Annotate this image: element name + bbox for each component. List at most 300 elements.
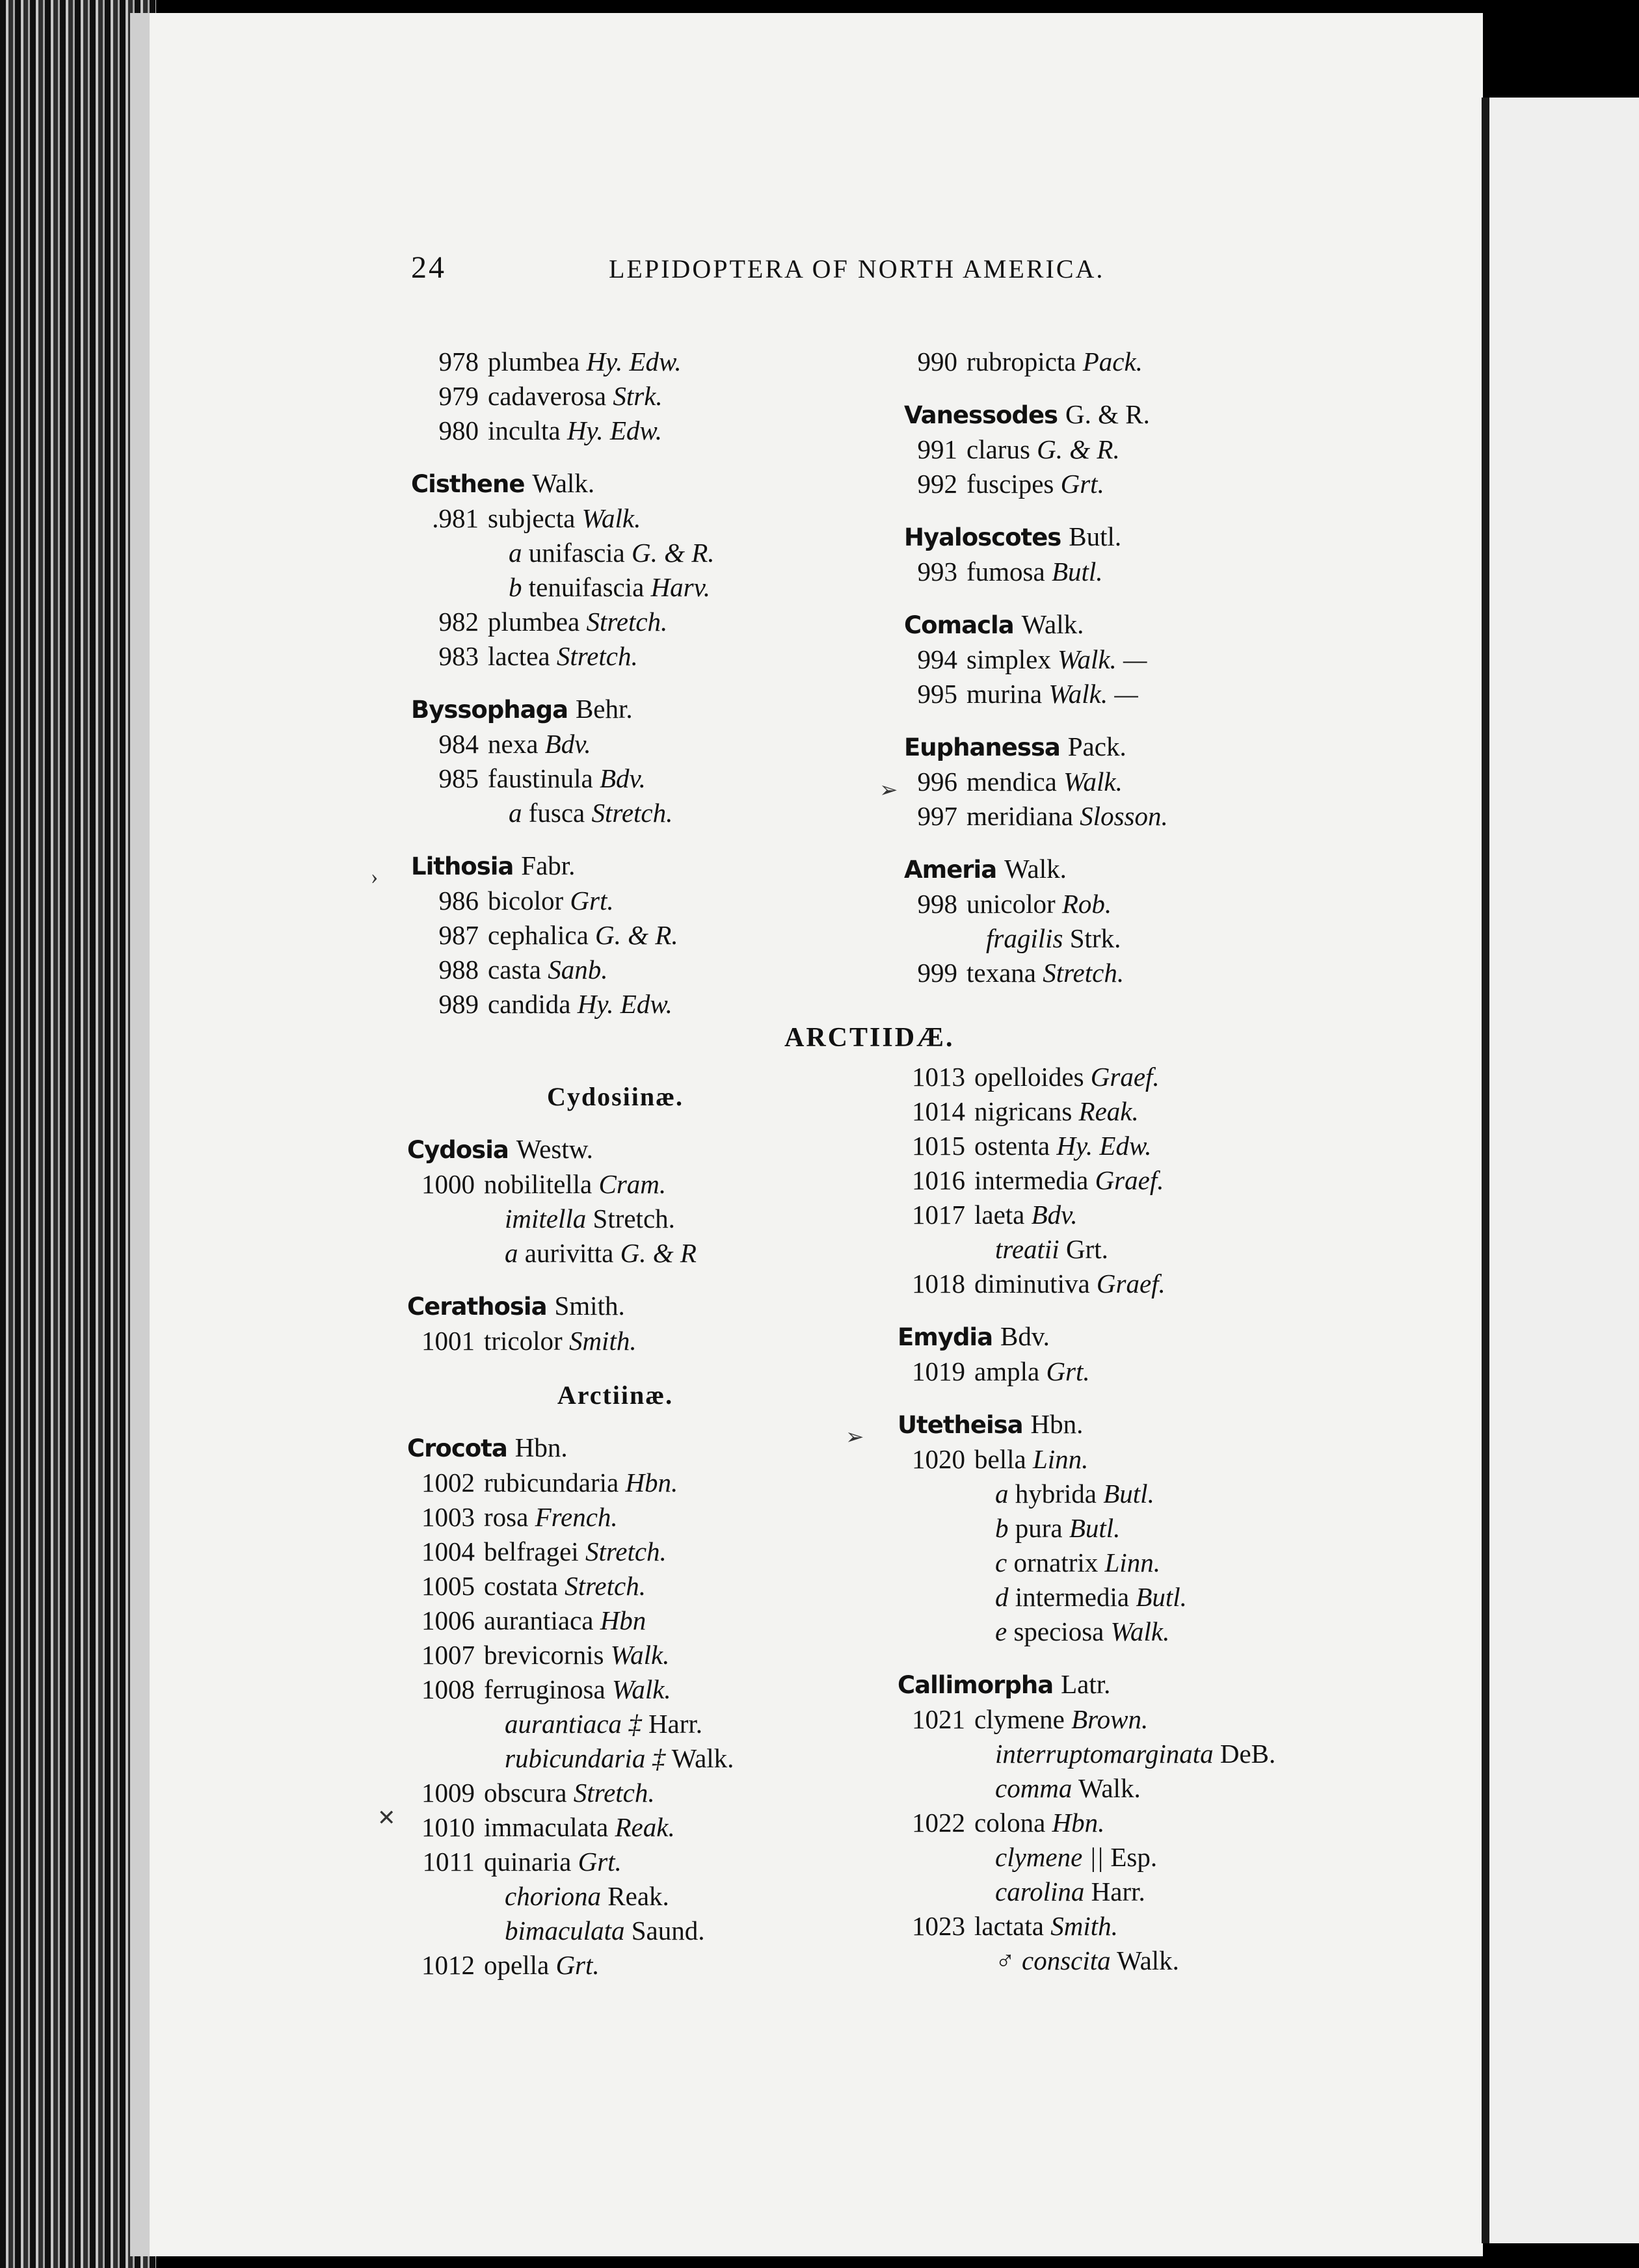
synonym-name: ♂ conscita (995, 1945, 1111, 1975)
species-entry (898, 1060, 1340, 1094)
species-author: Slosson. (1080, 801, 1168, 831)
species-entry (407, 1603, 823, 1638)
species-entry (898, 1909, 1340, 1944)
species-entry (904, 467, 1307, 501)
family-heading: ARCTIIDÆ. (784, 1023, 955, 1053)
variety-name: intermedia (1015, 1582, 1130, 1612)
margin-pencil-mark: ➢ (846, 1425, 864, 1449)
species-number: 1007 (421, 1640, 475, 1670)
species-entry (407, 1638, 823, 1672)
species-entry (898, 1354, 1340, 1389)
species-entry (407, 1776, 823, 1810)
species-number: 1002 (421, 1468, 475, 1497)
species-entry (411, 953, 814, 987)
variety-author: Butl. (1103, 1479, 1154, 1509)
species-number: 1004 (421, 1536, 475, 1566)
species-name: nexa (488, 729, 539, 759)
species-name: ostenta (974, 1131, 1050, 1161)
species-number: 982 (438, 607, 479, 637)
genus-heading (898, 1667, 1340, 1702)
species-number: 1003 (421, 1502, 475, 1532)
species-number: 994 (917, 644, 957, 674)
variety-letter: a (509, 538, 522, 568)
species-number: .981 (432, 503, 479, 533)
synonym-name: fragilis (986, 923, 1063, 953)
species-entry (904, 677, 1307, 711)
species-name: opella (484, 1950, 550, 1980)
synonym-author: Saund. (631, 1916, 705, 1945)
genus-name: Lithosia (411, 852, 514, 880)
synonym-name: treatii (995, 1234, 1059, 1264)
genus-heading (407, 1289, 823, 1324)
variety-author: Linn. (1104, 1548, 1160, 1577)
species-name: obscura (484, 1778, 567, 1808)
genus-name: Emydia (898, 1323, 993, 1351)
species-entry (904, 799, 1307, 834)
species-entry (411, 761, 814, 796)
species-number: 1016 (912, 1165, 965, 1195)
variety-name: pura (1015, 1513, 1063, 1543)
species-entry (904, 345, 1307, 379)
facing-page-edge (1489, 98, 1639, 2243)
species-entry (898, 1442, 1340, 1477)
species-entry (904, 432, 1307, 467)
variety-letter: a (509, 798, 522, 828)
synonym-author: Strk. (1069, 923, 1121, 953)
variety-name: fusca (528, 798, 585, 828)
species-name: subjecta (488, 503, 576, 533)
synonym-entry (898, 1771, 1340, 1806)
variety-letter: c (995, 1548, 1007, 1577)
species-entry (407, 1500, 823, 1535)
variety-author: Butl. (1069, 1513, 1121, 1543)
species-entry (407, 1324, 823, 1358)
species-number: 1018 (912, 1269, 965, 1299)
species-author: Cram. (598, 1169, 667, 1199)
species-entry (407, 1569, 823, 1603)
synonym-author: Harr. (648, 1709, 703, 1739)
species-author: Reak. (615, 1812, 675, 1842)
species-entry (411, 414, 814, 448)
species-entry (904, 887, 1307, 921)
species-author: Walk. — (1048, 679, 1138, 709)
species-number: 1001 (421, 1326, 475, 1356)
species-entry (411, 987, 814, 1022)
species-entry (407, 1810, 823, 1845)
species-entry (411, 605, 814, 639)
species-author: Bdv. (544, 729, 591, 759)
species-number: 986 (438, 886, 479, 916)
genus-heading (898, 1407, 1340, 1442)
species-name: nobilitella (484, 1169, 593, 1199)
species-name: cephalica (488, 920, 589, 950)
species-name: aurantiaca (484, 1605, 594, 1635)
species-name: faustinula (488, 763, 593, 793)
species-author: Reak. (1078, 1096, 1139, 1126)
species-number: 983 (438, 641, 479, 671)
species-author: G. & R. (1037, 434, 1120, 464)
species-author: Grt. (570, 886, 614, 916)
species-number: 995 (917, 679, 957, 709)
species-author: Hy. Edw. (1056, 1131, 1152, 1161)
species-entry (898, 1702, 1340, 1737)
genus-author: Bdv. (1000, 1321, 1050, 1351)
species-entry (904, 765, 1307, 799)
synonym-name: bimaculata (505, 1916, 625, 1945)
variety-name: hybrida (1015, 1479, 1097, 1509)
genus-author: Smith. (554, 1291, 625, 1321)
variety-author: G. & R. (631, 538, 715, 568)
species-name: inculta (488, 415, 561, 445)
synonym-entry (407, 1879, 823, 1914)
species-number: 1008 (421, 1674, 475, 1704)
species-author: Hy. Edw. (566, 415, 662, 445)
species-entry (407, 1845, 823, 1879)
species-author: Graef. (1095, 1165, 1164, 1195)
species-author: Stretch. (586, 607, 668, 637)
variety-entry (898, 1477, 1340, 1511)
synonym-entry (407, 1741, 823, 1776)
genus-author: Latr. (1061, 1669, 1111, 1699)
variety-letter: d (995, 1582, 1009, 1612)
variety-letter: a (995, 1479, 1009, 1509)
synonym-author: Harr. (1091, 1877, 1145, 1906)
species-number: 997 (917, 801, 957, 831)
species-number: 1013 (912, 1062, 965, 1092)
species-author: Hbn (600, 1605, 646, 1635)
species-author: Stretch. (1043, 958, 1125, 988)
species-author: Linn. (1032, 1444, 1089, 1474)
species-name: lactata (974, 1911, 1044, 1941)
species-number: 1023 (912, 1911, 965, 1941)
species-name: ferruginosa (484, 1674, 606, 1704)
margin-pencil-mark: › (371, 865, 379, 889)
variety-entry (898, 1615, 1340, 1649)
genus-author: Pack. (1067, 732, 1126, 761)
synonym-name: interruptomarginata (995, 1739, 1214, 1769)
genus-heading (898, 1319, 1340, 1354)
species-author: Grt. (555, 1950, 600, 1980)
species-author: Stretch. (585, 1536, 667, 1566)
species-author: Stretch. (556, 641, 638, 671)
species-number: 1022 (912, 1808, 965, 1838)
species-number: 1012 (421, 1950, 475, 1980)
species-name: clymene (974, 1704, 1065, 1734)
species-name: lactea (488, 641, 550, 671)
species-author: Bdv. (1031, 1200, 1078, 1230)
subfamily-heading: Cydosiinæ. (546, 1082, 684, 1111)
synonym-author: Walk. (671, 1743, 734, 1773)
species-author: Smith. (1050, 1911, 1118, 1941)
species-entry (898, 1198, 1340, 1232)
species-entry (411, 345, 814, 379)
species-number: 991 (917, 434, 957, 464)
species-number: 996 (917, 767, 957, 797)
species-entry (904, 956, 1307, 990)
species-number: 1019 (912, 1356, 965, 1386)
species-name: cadaverosa (488, 381, 607, 411)
variety-entry (898, 1580, 1340, 1615)
genus-name: Callimorpha (898, 1671, 1054, 1699)
species-number: 992 (917, 469, 957, 499)
variety-name: ornatrix (1013, 1548, 1099, 1577)
column-bottom-left (407, 1060, 823, 1983)
synonym-name: imitella (505, 1204, 587, 1233)
variety-author: Butl. (1136, 1582, 1187, 1612)
species-entry (411, 379, 814, 414)
species-number: 978 (438, 347, 479, 376)
genus-author: Hbn. (1030, 1409, 1084, 1439)
species-name: colona (974, 1808, 1046, 1838)
variety-letter: b (509, 572, 522, 602)
species-entry (411, 727, 814, 761)
synonym-entry (898, 1232, 1340, 1267)
species-author: Sanb. (548, 955, 608, 984)
margin-pencil-mark: ➢ (879, 778, 898, 802)
synonym-entry (407, 1914, 823, 1948)
variety-entry (407, 1236, 823, 1271)
species-name: ampla (974, 1356, 1040, 1386)
genus-author: Fabr. (521, 850, 576, 880)
genus-name: Crocota (407, 1434, 507, 1462)
species-name: belfragei (484, 1536, 579, 1566)
variety-author: Walk. (1110, 1616, 1170, 1646)
genus-name: Byssophaga (411, 696, 568, 724)
genus-name: Cydosia (407, 1136, 509, 1164)
species-number: 999 (917, 958, 957, 988)
margin-pencil-mark: ✕ (377, 1806, 396, 1830)
synonym-author: Esp. (1110, 1842, 1158, 1872)
synonym-name: choriona (505, 1881, 602, 1911)
species-name: murina (966, 679, 1043, 709)
variety-author: Stretch. (591, 798, 673, 828)
genus-heading (411, 692, 814, 727)
species-author: Bdv. (599, 763, 646, 793)
genus-author: G. & R. (1065, 399, 1150, 429)
genus-heading (904, 397, 1307, 432)
species-author: Hy. Edw. (577, 989, 673, 1019)
species-author: Stretch. (565, 1571, 646, 1601)
species-author: Graef. (1090, 1062, 1160, 1092)
species-number: 980 (438, 415, 479, 445)
species-name: fumosa (966, 557, 1045, 587)
species-name: intermedia (974, 1165, 1089, 1195)
synonym-name: rubicundaria ‡ (505, 1743, 666, 1773)
synonym-name: clymene || (995, 1842, 1104, 1872)
synonym-author: Reak. (607, 1881, 669, 1911)
variety-name: aurivitta (524, 1238, 614, 1268)
species-name: laeta (974, 1200, 1025, 1230)
variety-author: Harv. (650, 572, 711, 602)
genus-heading (411, 849, 814, 884)
synonym-author: Stretch. (593, 1204, 675, 1233)
variety-letter: b (995, 1513, 1009, 1543)
species-author: Grt. (1060, 469, 1104, 499)
genus-name: Utetheisa (898, 1411, 1023, 1439)
species-name: candida (488, 989, 571, 1019)
synonym-name: comma (995, 1773, 1073, 1803)
species-number: 1010 (421, 1812, 475, 1842)
variety-letter: a (505, 1238, 518, 1268)
genus-name: Ameria (904, 856, 997, 884)
variety-author: G. & R (620, 1238, 697, 1268)
genus-author: Walk. (1004, 854, 1067, 884)
species-name: rubropicta (966, 347, 1076, 376)
synonym-author: Grt. (1065, 1234, 1108, 1264)
genus-heading (407, 1431, 823, 1466)
species-author: Strk. (613, 381, 663, 411)
species-entry (407, 1948, 823, 1983)
species-number: 985 (438, 763, 479, 793)
species-number: 1009 (421, 1778, 475, 1808)
species-entry (411, 918, 814, 953)
species-name: plumbea (488, 607, 580, 637)
synonym-author: Walk. (1117, 1945, 1179, 1975)
species-name: fuscipes (966, 469, 1054, 499)
species-number: 979 (438, 381, 479, 411)
species-entry (898, 1129, 1340, 1163)
species-name: clarus (966, 434, 1030, 464)
genus-heading (411, 466, 814, 501)
synonym-entry (407, 1202, 823, 1236)
species-name: simplex (966, 644, 1051, 674)
species-name: bella (974, 1444, 1026, 1474)
column-top-left (411, 345, 814, 1022)
species-entry (411, 639, 814, 674)
species-name: rosa (484, 1502, 529, 1532)
species-author: French. (535, 1502, 618, 1532)
genus-heading (904, 852, 1307, 887)
species-name: nigricans (974, 1096, 1073, 1126)
synonym-entry (898, 1944, 1340, 1978)
genus-author: Walk. (532, 468, 595, 498)
variety-entry (411, 570, 814, 605)
species-author: Butl. (1051, 557, 1103, 587)
species-number: 1020 (912, 1444, 965, 1474)
species-name: rubicundaria (484, 1468, 619, 1497)
species-entry (904, 642, 1307, 677)
species-name: casta (488, 955, 541, 984)
species-entry (407, 1167, 823, 1202)
species-name: bicolor (488, 886, 564, 916)
species-entry (904, 555, 1307, 589)
species-name: unicolor (966, 889, 1056, 919)
species-name: brevicornis (484, 1640, 604, 1670)
genus-author: Hbn. (514, 1432, 568, 1462)
species-author: Grt. (578, 1847, 622, 1877)
species-name: quinaria (484, 1847, 572, 1877)
synonym-entry (898, 1840, 1340, 1875)
genus-name: Cisthene (411, 470, 525, 498)
synonym-entry (904, 921, 1307, 956)
species-number: 984 (438, 729, 479, 759)
species-entry (411, 501, 814, 536)
species-name: costata (484, 1571, 558, 1601)
species-entry (898, 1163, 1340, 1198)
column-top-right (904, 345, 1307, 990)
species-author: Rob. (1061, 889, 1112, 919)
synonym-entry (898, 1875, 1340, 1909)
species-entry (898, 1806, 1340, 1840)
species-author: Pack. (1082, 347, 1143, 376)
species-author: Walk. (1063, 767, 1123, 797)
species-author: G. & R. (595, 920, 678, 950)
species-number: 1015 (912, 1131, 965, 1161)
species-name: diminutiva (974, 1269, 1090, 1299)
species-author: Smith. (568, 1326, 637, 1356)
species-author: Hy. Edw. (586, 347, 682, 376)
genus-name: Euphanessa (904, 733, 1060, 761)
species-number: 1011 (422, 1847, 475, 1877)
genus-author: Behr. (575, 694, 633, 724)
species-number: 1006 (421, 1605, 475, 1635)
species-number: 990 (917, 347, 957, 376)
species-entry (407, 1535, 823, 1569)
genus-name: Comacla (904, 611, 1014, 639)
running-title: LEPIDOPTERA OF NORTH AMERICA. (609, 254, 1105, 284)
synonym-name: carolina (995, 1877, 1085, 1906)
genus-heading (904, 730, 1307, 765)
species-author: Walk. (610, 1640, 670, 1670)
species-name: texana (966, 958, 1036, 988)
genus-author: Walk. (1021, 609, 1084, 639)
species-number: 993 (917, 557, 957, 587)
variety-name: speciosa (1013, 1616, 1104, 1646)
species-author: Stretch. (573, 1778, 655, 1808)
genus-heading (904, 607, 1307, 642)
species-number: 1000 (421, 1169, 475, 1199)
species-entry (407, 1466, 823, 1500)
genus-name: Hyaloscotes (904, 523, 1061, 551)
synonym-author: Walk. (1078, 1773, 1141, 1803)
species-entry (898, 1094, 1340, 1129)
species-number: 1017 (912, 1200, 965, 1230)
species-author: Walk. — (1058, 644, 1147, 674)
species-number: 1005 (421, 1571, 475, 1601)
species-number: 1014 (912, 1096, 965, 1126)
variety-entry (898, 1511, 1340, 1546)
species-name: mendica (966, 767, 1057, 797)
variety-name: tenuifascia (528, 572, 645, 602)
synonym-name: aurantiaca ‡ (505, 1709, 642, 1739)
variety-entry (411, 536, 814, 570)
genus-heading (407, 1132, 823, 1167)
species-number: 998 (917, 889, 957, 919)
species-entry (898, 1267, 1340, 1301)
species-number: 988 (438, 955, 479, 984)
genus-author: Westw. (516, 1134, 593, 1164)
species-author: Grt. (1046, 1356, 1090, 1386)
species-number: 1021 (912, 1704, 965, 1734)
page-number: 24 (411, 250, 446, 285)
species-number: 989 (438, 989, 479, 1019)
genus-heading (904, 520, 1307, 555)
genus-name: Vanessodes (904, 401, 1058, 429)
species-number: 987 (438, 920, 479, 950)
species-author: Graef. (1096, 1269, 1166, 1299)
species-name: plumbea (488, 347, 580, 376)
variety-entry (898, 1546, 1340, 1580)
species-name: tricolor (484, 1326, 563, 1356)
synonym-entry (407, 1707, 823, 1741)
species-author: Hbn. (625, 1468, 678, 1497)
column-bottom-right (898, 1060, 1340, 1978)
variety-letter: e (995, 1616, 1007, 1646)
variety-entry (411, 796, 814, 830)
species-entry (407, 1672, 823, 1707)
species-name: opelloides (974, 1062, 1084, 1092)
synonym-author: DeB. (1219, 1739, 1276, 1769)
